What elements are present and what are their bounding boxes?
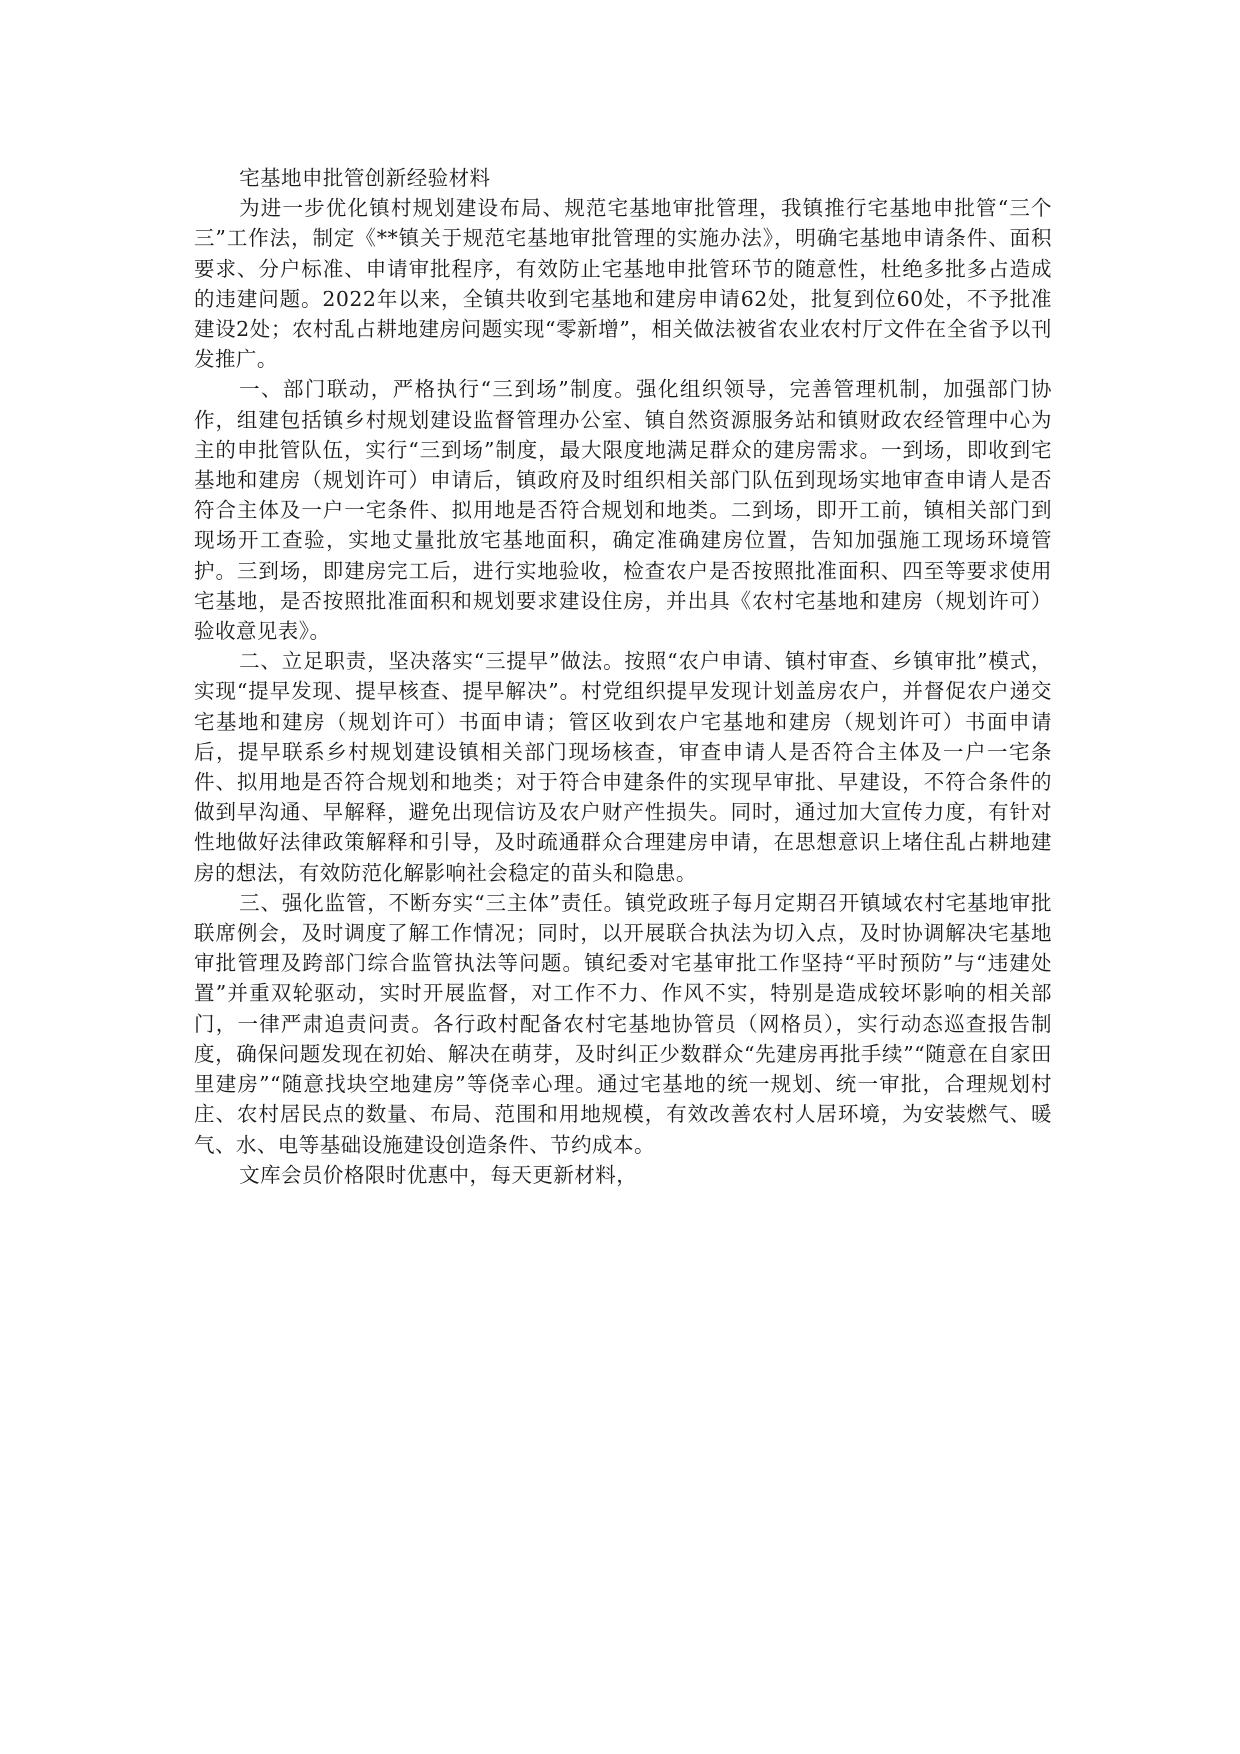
paragraph-section-one: 一、部门联动，严格执行“三到场”制度。强化组织领导，完善管理机制，加强部门协作，组建包括镇乡村规划建设监督管理办公室、镇自然资源服务站和镇财政农经管理中心为主的申批管队伍，实行“三到场”制度，最大限度地满足群众的建房需求。一到场，即收到宅基地和建房（规划许可）申请后，镇政府及时组织相关部门队伍到现场实地审查申请人是否符合主体及一户一宅条件、拟用地是否符合规划和地类。二到场，即开工前，镇相关部门到现场开工查验，实地丈量批放宅基地面积，确定准确建房位置，告知加强施工现场环境管护。三到场，即建房完工后，进行实地验收，检查农户是否按照批准面积、四至等要求使用宅基地，是否按照批准面积和规划要求建设住房，并出具《农村宅基地和建房（规划许可）验收意见表》。	[194, 377, 1052, 644]
paragraph-footer-note: 文库会员价格限时优惠中，每天更新材料，	[239, 1162, 638, 1187]
paragraph-intro: 为进一步优化镇村规划建设布局、规范宅基地审批管理，我镇推行宅基地申批管“三个三”工作法，制定《**镇关于规范宅基地审批管理的实施办法》，明确宅基地申请条件、面积要求、分户标准、申请审批程序，有效防止宅基地申批管环节的随意性，杜绝多批多占造成的违建问题。2022年以来，全镇共收到宅基地和建房申请62处，批复到位60处，不予批准建设2处；农村乱占耕地建房问题实现“零新增”，相关做法被省农业农村厅文件在全省予以刊发推广。	[194, 196, 1052, 372]
paragraph-section-three: 三、强化监管，不断夯实“三主体”责任。镇党政班子每月定期召开镇域农村宅基地审批联席例会，及时调度了解工作情况；同时，以开展联合执法为切入点，及时协调解决宅基地审批管理及跨部门综合监管执法等问题。镇纪委对宅基审批工作坚持“平时预防”与“违建处置”并重双轮驱动，实时开展监督，对工作不力、作风不实，特别是造成较坏影响的相关部门，一律严肃追责问责。各行政村配备农村宅基地协管员（网格员），实行动态巡查报告制度，确保问题发现在初始、解决在萌芽，及时纠正少数群众“先建房再批手续”“随意在自家田里建房”“随意找块空地建房”等侥幸心理。通过宅基地的统一规划、统一审批，合理规划村庄、农村居民点的数量、布局、范围和用地规模，有效改善农村人居环境，为安装燃气、暖气、水、电等基础设施建设创造条件、节约成本。	[194, 890, 1052, 1157]
document-body	[194, 163, 1052, 1190]
paragraph-section-two: 二、立足职责，坚决落实“三提早”做法。按照“农户申请、镇村审查、乡镇审批”模式，实现“提早发现、提早核查、提早解决”。村党组织提早发现计划盖房农户，并督促农户递交宅基地和建房（规划许可）书面申请；管区收到农户宅基地和建房（规划许可）书面申请后，提早联系乡村规划建设镇相关部门现场核查，审查申请人是否符合主体及一户一宅条件、拟用地是否符合规划和地类；对于符合申建条件的实现早审批、早建设，不符合条件的做到早沟通、早解释，避免出现信访及农户财产性损失。同时，通过加大宣传力度，有针对性地做好法律政策解释和引导，及时疏通群众合理建房申请，在思想意识上堵住乱占耕地建房的想法，有效防范化解影响社会稳定的苗头和隐患。	[194, 649, 1052, 885]
document-title: 宅基地申批管创新经验材料	[239, 166, 491, 190]
